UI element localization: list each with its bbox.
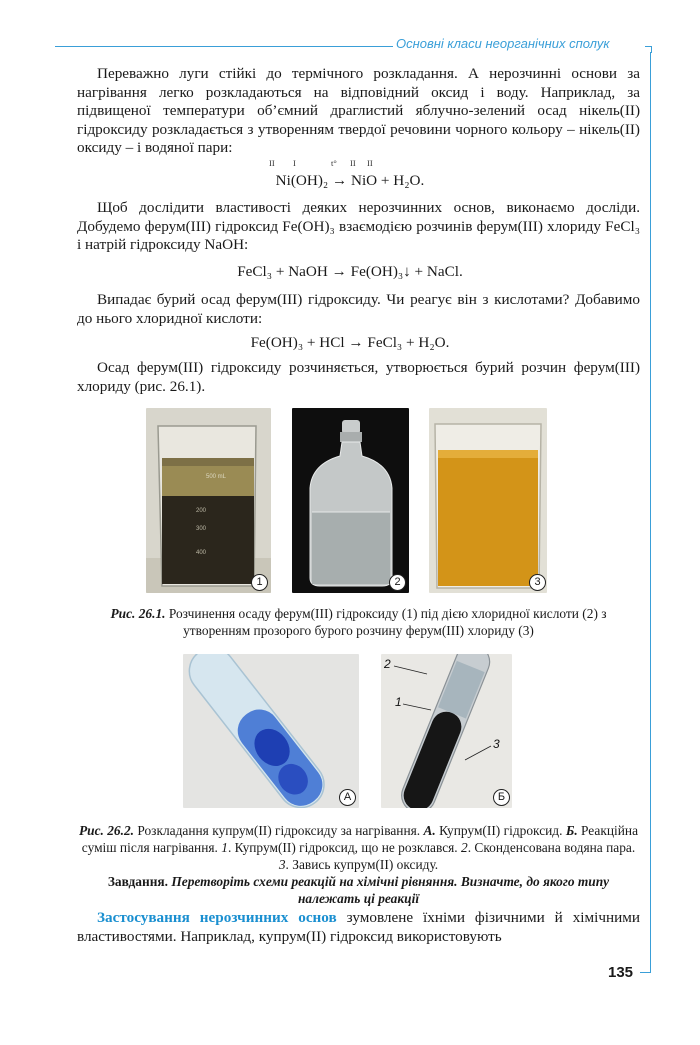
caption-a-label: А.: [423, 823, 436, 838]
paragraph-dissolution: [77, 359, 640, 396]
photo-copper-oxide: [381, 654, 512, 808]
caption-n2-label: 2: [461, 840, 468, 855]
caption-label: Рис. 26.1.: [110, 606, 166, 621]
paragraph-text: Осад ферум(ІІІ) гідроксиду розчиняється, утворюється бурий розчин ферум(ІІІ) хлориду (рис. 26.1).: [77, 359, 640, 395]
paragraph-acid: [77, 291, 640, 328]
photo-acid-bottle: [292, 408, 409, 593]
beaker-mark: 400: [196, 550, 207, 556]
paragraph-text: Випадає бурий осад ферум(ІІІ) гідроксиду. Чи реагує він з кислотами? Добавимо до нього хлоридної кислоти:: [77, 291, 640, 327]
condition-mark: t°: [331, 158, 337, 168]
caption-label: Рис. 26.2.: [78, 823, 135, 838]
oxidation-mark: I: [293, 158, 296, 168]
caption-text: Розкладання купрум(ІІ) гідроксиду за нагрівання.: [134, 823, 424, 838]
paragraph-text: Переважно луги стійкі до термічного розкладання. А нерозчинні основи за нагрівання легко розкладаються на відповідний оксид і воду. Наприклад, за підвищеної температури об’ємний драглистий яблучно-зелений осад нікель(ІІ) гідроксиду розкладається з утворенням твердої речовини чорного кольору – нікель(ІІ) оксиду – і водяної пари:: [77, 65, 640, 156]
caption-n3-label: 3: [278, 857, 286, 872]
highlighted-term: Застосування нерозчинних основ: [97, 909, 337, 926]
photo-copper-hydroxide: [183, 654, 359, 808]
equation-iron-hydroxide: FeCl₃ + NaOH → Fe(OH)₃↓ + NaCl.: [237, 263, 463, 280]
figure-badge-2: 2: [389, 574, 406, 591]
task-label: Завдання.: [107, 874, 169, 889]
photo-beaker-precipitate: [146, 408, 271, 593]
caption-n2-text: . Сконденсована водяна пара.: [467, 840, 636, 855]
running-header: Основні класи неорганічних сполук: [396, 36, 610, 51]
caption-n3-text: . Завись купрум(ІІ) оксиду.: [285, 857, 439, 872]
figure1-caption: [77, 605, 640, 639]
oxidation-mark: II: [367, 158, 373, 168]
figure-badge-1: 1: [251, 574, 268, 591]
callout-label: 3: [493, 737, 500, 751]
page-number: 135: [608, 964, 634, 981]
margin-rule: [650, 52, 651, 972]
callout-label: 1: [395, 695, 402, 709]
caption-n1-label: 1: [221, 840, 228, 855]
figure2-caption: [77, 822, 640, 907]
callout-label: 2: [384, 657, 391, 671]
beaker-mark: 200: [196, 508, 207, 514]
task-text: Перетворіть схеми реакцій на хімічні рівняння. Визначте, до якого типу належать ці реакції: [168, 874, 610, 906]
beaker-mark: 300: [196, 526, 207, 532]
paragraph-applications: [77, 909, 640, 946]
photo-beaker-orange: [429, 408, 547, 593]
equation-nickel: Ni(OH)₂ → NiO + H₂O.: [275, 172, 425, 189]
paragraph-decomposition: [77, 65, 640, 158]
caption-n1-text: . Купрум(ІІ) гідроксид, що не розклався.: [227, 840, 461, 855]
caption-b-text: Реакційна суміш після нагрівання.: [81, 823, 639, 855]
page-number-rule: [640, 972, 651, 973]
caption-text: Розчинення осаду ферум(ІІІ) гідроксиду (1) під дією хлоридної кислоти (2) з утворенням прозорого бурого розчину ферум(ІІІ) хлориду (3): [165, 606, 607, 638]
figure-badge-b: Б: [493, 789, 510, 806]
caption-b-label: Б.: [565, 823, 578, 838]
beaker-mark: 500 mL: [206, 474, 227, 480]
paragraph-iron-experiment: [77, 199, 640, 255]
oxidation-mark: II: [350, 158, 356, 168]
oxidation-mark: II: [269, 158, 275, 168]
paragraph-text: зумовлене їхніми фізичними й хімічними властивостями. Наприклад, купрум(ІІ) гідроксид використовують: [77, 909, 640, 945]
figure-badge-3: 3: [529, 574, 546, 591]
equation-iron-chloride: Fe(OH)₃ + HCl → FeCl₃ + H₂O.: [250, 334, 450, 351]
figure-badge-a: А: [339, 789, 356, 806]
paragraph-text: Щоб дослідити властивості деяких нерозчинних основ, виконаємо досліди. Добудемо ферум(ІІІ) гідроксид Fe(OH)₃ взаємодією розчинів ферум(ІІІ) хлориду FeCl₃ і натрій гідроксиду NaOH:: [77, 199, 640, 253]
caption-a-text: Купрум(ІІ) гідроксид.: [435, 823, 566, 838]
header-rule: [55, 46, 393, 47]
